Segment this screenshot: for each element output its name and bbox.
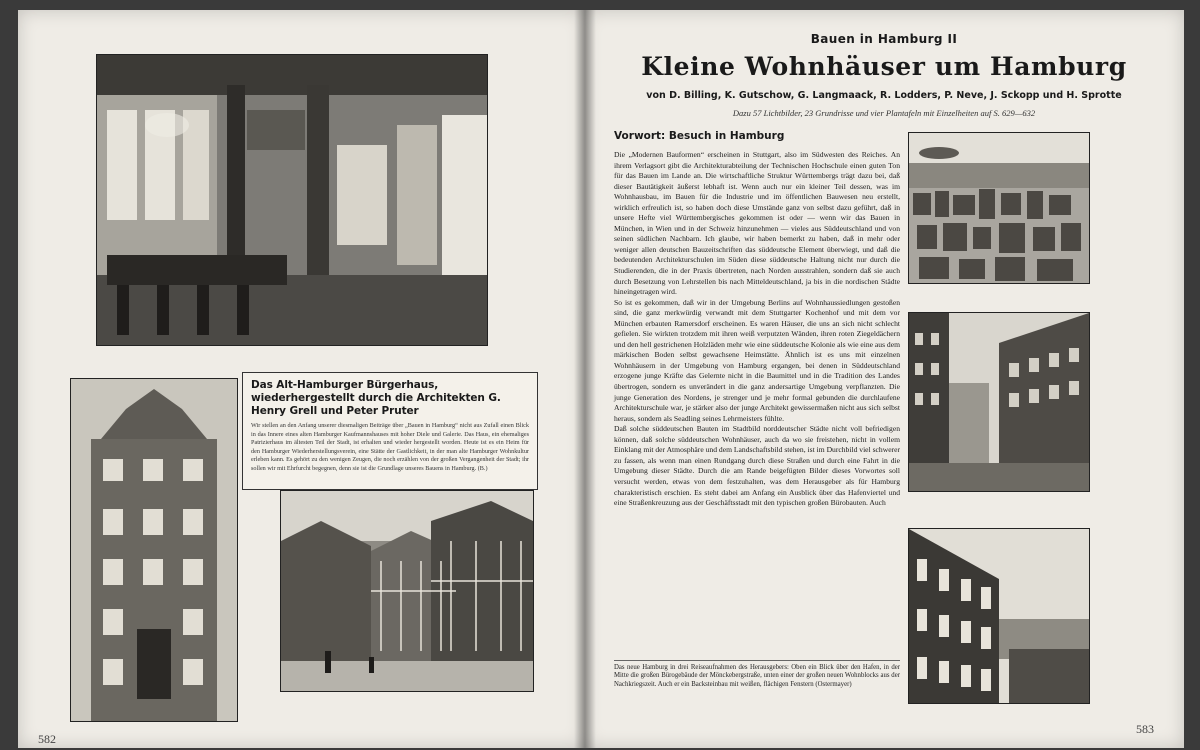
- harbor-aerial-photo: [908, 132, 1090, 284]
- addendum-line: Dazu 57 Lichtbilder, 23 Grundrisse und vier Plantafeln mit Einzelheiten auf S. 629—632: [732, 108, 1036, 118]
- interior-hall-photo: [96, 54, 488, 346]
- caption-box: [242, 372, 538, 490]
- section-heading: Vorwort: Besuch in Hamburg: [614, 130, 785, 142]
- photo-footnote: Das neue Hamburg in drei Reiseaufnahmen des Herausgebers: Oben ein Blick über den Hafen, in der Mitte die großen Bürogebäude der Mönckebergstraße, unten einer der großen neuen Wohnblocks aus der Nachkriegszeit. Auch er ein Backsteinbau mit weißen, flächigen Fenstern (Ostermayer): [614, 660, 900, 689]
- right-page: [584, 10, 1184, 748]
- paragraph: Daß solche süddeutschen Bauten im Stadtbild norddeutscher Städte nicht voll befriedigen können, daß solche süddeutschen Wohnhäuser, auch da wo sie freistehen, nicht in vollem Einklang mit der Atmosphäre und dem Landschaftsbild stehen, ist im Durchbild viel schwerer zu fassen, als wenn man einen Rundgang durch diese Straßen und durch eine Fahrt in die Umgebung dieser Städte. Durch die am Rande beigefügten Bilder dieses Vorwortes soll versucht werden, etwas von dem festzuhalten, was dem Herausgeber als für Hamburg charakteristisch erschien. Es steht dabei am Anfang ein Ausblick über das Hafenviertel und eine Straßenkreuzung aus der Geschäftsstadt mit den typischen großen Bürobauten. Auch: [614, 424, 900, 508]
- body-text: [614, 150, 900, 509]
- caption-title: Das Alt-Hamburger Bürgerhaus, wiederhergestellt durch die Architekten G. Henry Grell und Peter Pruter: [251, 379, 501, 417]
- caption-body: Wir stellen an den Anfang unserer diesmaligen Beiträge über „Bauen in Hamburg“ nicht aus Zufall einen Blick in das Innere eines alten Hamburger Kaufmannshauses mit hoher Diele und Galerie. Das Haus, ein ehemaliges Patrizierhaus im ältesten Teil der Stadt, ist erhalten und wieder hergestellt worden. Heute ist es ein Heim für den Hamburger Wiederherstellungsverein, eine Stätte der Gastlichkeit, in der man alte Hamburger Wohnkultur erleben kann. Es gehört zu den wenigen Zeugen, die noch erzählen von der großen Vergangenheit der Stadt; ihr sollen wir mit Ehrfurcht begegnen, denn sie ist die Grundlage unseres Bauens in Hamburg. (B.): [251, 422, 529, 472]
- left-page: [18, 10, 584, 748]
- page-number-right: 583: [1136, 722, 1154, 736]
- series-heading: Bauen in Hamburg II: [810, 32, 958, 46]
- book-gutter: [574, 10, 596, 748]
- paragraph: Die „Modernen Bauformen“ erscheinen in Stuttgart, also im Südwesten des Reiches. An ihrem Verlagsort gibt die Architekturabteilung der Technischen Hochschule einen guten Ton für das Bauen im Lande an. Die wirtschaftliche Struktur Württembergs trägt dazu bei, daß dieser Bautätigkeit äußerst lebhaft ist. Wenn auch nur ein kleiner Teil dessen, was im Wohnhausbau, im Bauen für die Industrie und im öffentlichen Bauwesen neu erstellt, wirklich erfreulich ist, so haben doch diese Umstände ganz von selbst dazu geführt, daß in unsere Hefte viel Württembergisches gekommen ist oder — wenn wir das Bauen in München, in Wien und in der Schweiz hinzunehmen — vieles aus Süddeutschland und von seinen südlichen Nachbarn. Ich glaube, wir haben bemerkt zu haben, daß in mehr oder weniger allen deutschen Bauzeitschriften das süddeutsche Element überwiegt, und daß die bedeutenden Architekturschulen im Süden diese süddeutsche Haltung nicht nur durch die Studierenden, die in der Praxis übertreten, nach Norden ausstrahlen, sondern daß sie auch durch Besetzung von Lehrstellen bis nach Mitteldeutschland, ja bis in die nordischen Städte hineingetragen wird.: [614, 150, 900, 297]
- gabled-house-photo: [70, 378, 238, 722]
- article-title: Kleine Wohnhäuser um Hamburg: [641, 52, 1127, 81]
- half-timbered-courtyard-photo: [280, 490, 534, 692]
- paragraph: So ist es gekommen, daß wir in der Umgebung Berlins auf Wohnhaussiedlungen gestoßen sind, die ganz merkwürdig verwandt mit dem Stuttgarter Kochenhof und mit dem vor München erbauten Ramersdorf erscheinen. Es waren Häuser, die uns an sich nicht schlecht gefielen. Sie wirkten trotzdem mit ihren weiß verputzten Wänden, ihren roten Ziegeldächern und den hell gestrichenen Holzläden mehr wie eine süddeutsche Kolonie als wie eine aus dem märkischen Boden selbst gewachsene Heimstätte. Ähnlich ist es uns mit einzelnen Wohnhäusern in der Umgebung von Hamburg ergangen, bei denen in Süddeutschland erzogene junge Kräfte das Gelernte nicht in die Baumittel und in die Tradition des Landes übertrogen, sondern es unverändert in die ganz andersartige Umgebung verpflanzten. Die junge Generation des Nordens, je strenger und je mehr formal gebunden die durchlaufene Architekturschule war, je stärker also der junge Architekt gewissermaßen nicht aus sich selbst heraus, sondern als Seadling seines Lehrmeisters fühlte.: [614, 297, 900, 423]
- author-line: von D. Billing, K. Gutschow, G. Langmaack, R. Lodders, P. Neve, J. Sckopp und H. Sprotte: [646, 90, 1122, 101]
- office-street-photo: [908, 312, 1090, 492]
- page-number-left: 582: [38, 732, 56, 746]
- brick-housing-block-photo: [908, 528, 1090, 704]
